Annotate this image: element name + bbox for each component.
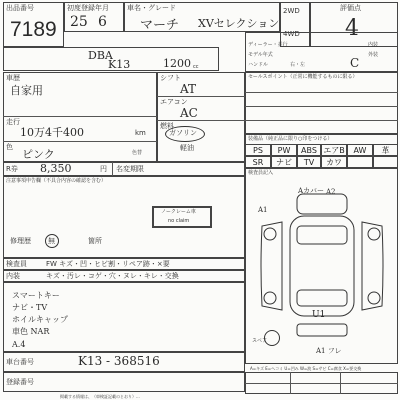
tax-value: 8,350	[40, 162, 72, 175]
note-line-4: 車色 NAR	[12, 327, 50, 336]
legend-divider	[245, 383, 398, 384]
diagram-header: 検査員記入	[248, 170, 274, 176]
interior-label: 内装	[368, 42, 379, 48]
car-roof-outline	[297, 194, 347, 214]
sales-line-2	[245, 106, 398, 107]
ac-value: AC	[180, 106, 198, 120]
mileage-divider	[3, 141, 157, 142]
exterior-label: 外装	[368, 52, 379, 58]
car-body-outline	[290, 216, 354, 316]
cc-unit: cc	[193, 64, 199, 70]
equip-ps: PS	[245, 144, 271, 156]
model-name: マーチ	[140, 18, 180, 33]
inside-label: 内装	[6, 272, 20, 280]
car-windshield	[297, 226, 347, 244]
spare-circle	[264, 330, 280, 346]
car-diagram	[252, 186, 392, 351]
equip-kawa: カワ	[321, 156, 347, 168]
equip-tv: TV	[297, 156, 321, 168]
wheel-rl	[264, 292, 276, 304]
serial-value: K13 - 368516	[78, 354, 160, 368]
fuel-alt: 軽油	[180, 144, 194, 152]
mileage-label: 走行	[6, 118, 20, 126]
reg-no-label: 登録番号	[6, 378, 34, 386]
shift-value: AT	[180, 82, 197, 96]
attention-label: 注意事項申告欄（不具合内容の確認を含む）	[6, 178, 107, 184]
equip-abs: ABS	[297, 144, 321, 156]
grade-name: XVセレクション	[198, 17, 280, 30]
mileage-value: 10万4千400	[20, 126, 84, 139]
equip-navi: ナビ	[271, 156, 297, 168]
equip-pw: PW	[271, 144, 297, 156]
inside-text: キズ・汚レ・コゲ・穴・ヌレ・キレ・交換	[46, 272, 179, 280]
damage-legend: A=キズ E=ヘコミ U=凹み W=波 S=サビ C=腐食 X=要交換	[250, 366, 362, 371]
drive-4wd: 4WD	[283, 30, 300, 38]
equip-sr: SR	[245, 156, 271, 168]
tax-divider	[112, 162, 113, 176]
sales-points-title: セールスポイント（正常に機能するものに限る）	[248, 74, 358, 80]
car-rear-bumper	[297, 324, 347, 336]
tax-unit: 円	[100, 165, 107, 173]
mark-a2: A2	[326, 188, 336, 196]
usage-divider	[3, 116, 157, 117]
wheel-fr	[368, 228, 380, 240]
lot-number: 7189	[10, 18, 57, 41]
repair-value: 無	[48, 237, 55, 245]
color-value: ピンク	[22, 148, 55, 161]
mark-a1-top: A1	[258, 206, 268, 214]
usage-label: 車歴	[6, 74, 20, 82]
color-label: 色	[6, 143, 13, 151]
note-line-2: ナビ・TV	[12, 303, 48, 312]
footer-note: 掲載する情報は、（車検証記載のとおり）...	[60, 394, 140, 399]
shift-label: シフト	[160, 74, 181, 82]
ac-divider	[157, 120, 245, 121]
wheel-rr	[368, 292, 380, 304]
fuel-label: 燃料	[160, 122, 174, 130]
reg-year: 25	[70, 14, 88, 30]
reg-row	[3, 372, 245, 392]
tax-label: R券	[6, 165, 18, 173]
reg-month: 6	[98, 14, 107, 30]
note-line-3: ホイルキャップ	[12, 315, 68, 324]
score-label: 評価点	[340, 4, 361, 12]
equip-empty-2	[373, 156, 398, 168]
equip-empty-1	[347, 156, 373, 168]
repair-label: 修理歴	[10, 237, 31, 245]
interior-grade: C	[350, 56, 360, 70]
recycle-label: 名変期限	[116, 165, 144, 173]
inspector-text: FW キズ・凹・ヒビ割・リペア跡・×要	[46, 260, 170, 268]
equipment-title: 装備品（純正品に限り○印をつける）	[248, 136, 333, 142]
mileage-unit: km	[135, 129, 146, 137]
legend-col-2	[340, 372, 341, 394]
shift-divider	[157, 96, 245, 97]
inspector-label: 検査員	[6, 260, 27, 268]
color-change-label: 色替	[132, 150, 143, 156]
car-rear-window	[297, 290, 347, 306]
model-year-label: モデル年式	[248, 52, 273, 58]
equip-airbag: エアB	[321, 144, 347, 156]
drive-2wd: 2WD	[283, 7, 300, 15]
legend-col-1	[290, 372, 291, 394]
reg-label: 初度登録年月	[67, 4, 109, 12]
repair-circle	[45, 234, 59, 248]
handle-options: 右・左	[290, 62, 306, 68]
type-code: DBA	[88, 49, 113, 62]
spare-label: スペア	[252, 338, 268, 344]
dealer-label: ディーラー・並行	[248, 42, 288, 48]
noclaim-en: no claim	[168, 218, 190, 224]
equip-aw: AW	[347, 144, 373, 156]
note-extra: A.4	[12, 340, 26, 349]
shift-box	[157, 72, 245, 162]
mark-u1: U1	[312, 310, 326, 320]
mark-front-cover: Aカバー	[298, 187, 325, 195]
handle-label: ハンドル	[248, 62, 269, 68]
sales-line-3	[245, 120, 398, 121]
score-value: 4	[345, 16, 359, 41]
note-line-1: スマートキー	[12, 291, 60, 300]
noclaim-jp: ノークレーム車	[161, 209, 196, 215]
cc-value: 1200	[163, 57, 191, 70]
usage-value: 自家用	[10, 84, 43, 97]
lot-label: 出品番号	[6, 4, 34, 12]
equip-leather: 革	[373, 144, 398, 156]
sales-line-1	[245, 92, 398, 93]
sales-points-box	[245, 72, 398, 134]
chassis-code: K13	[108, 58, 131, 71]
location-label: 箇所	[88, 237, 102, 245]
wheel-fl	[264, 228, 276, 240]
serial-label: 車台番号	[6, 358, 34, 366]
mark-a1-bottom: A1 フレ	[316, 347, 342, 355]
fuel-value: ガソリン	[169, 129, 197, 137]
ac-label: エアコン	[160, 98, 188, 106]
model-label: 車名・グレード	[127, 4, 176, 12]
